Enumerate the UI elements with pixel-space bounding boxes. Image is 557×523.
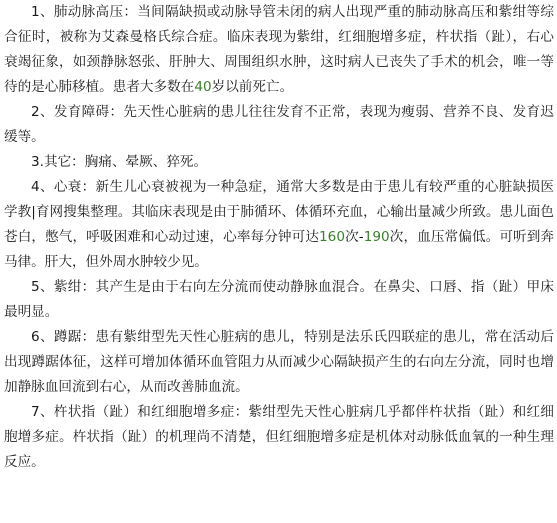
paragraph-text: 6、蹲踞：患有紫绀型先天性心脏病的患儿，特别是法乐氏四联症的患儿，常在活动后出现蹲踞体征，这样可增加体循环血管阻力从而减少心隔缺损产生的右向左分流，同时也增加静脉血回流到右心，从而改善肺血流。 [4,329,554,395]
paragraph-text: 3.其它：胸痛、晕厥、猝死。 [31,154,208,170]
paragraph-text: 岁以前死亡。 [211,79,294,95]
paragraph-text: 2、发育障碍：先天性心脏病的患儿往往发育不正常，表现为瘦弱、营养不良、发育迟缓等。 [4,104,554,145]
paragraph-text: 1、肺动脉高压：当间隔缺损或动脉导管未闭的病人出现严重的肺动脉高压和紫绀等综合征时，被称为艾森曼格氏综合症。临床表现为紫绀，红细胞增多症，杵状指（趾），右心衰竭征象，如颈静脉怒张、肝肿大、周围组织水肿，这时病人已丧失了手术的机会，唯一等待的是心肺移植。患者大多数在 [4,4,554,95]
highlighted-number: 190 [363,229,390,245]
paragraph-cyanosis [4,275,554,325]
paragraph-text: 5、紫绀：其产生是由于右向左分流而使动静脉血混合。在鼻尖、口唇、指（趾）甲床最明显。 [4,279,554,320]
highlighted-number: 160 [319,229,345,245]
paragraph-heart-failure [4,175,554,275]
paragraph-pulmonary-hypertension [4,0,554,100]
highlighted-number: 40 [194,79,212,95]
paragraph-text: 4、心衰：新生儿心衰被视为一种急症，通常大多数是由于患儿有较严重的心脏缺损医学教|育网搜集整理。其临床表现是由于肺循环、体循环充血，心输出量减少所致。患儿面色苍白，憋气，呼吸困难和心动过速，心率每分钟可达 [4,179,554,245]
paragraph-growth-disorder [4,100,554,150]
paragraph-text: 次- [344,229,364,245]
paragraph-other-symptoms [4,150,554,175]
paragraph-squatting [4,325,554,400]
paragraph-clubbing-polycythemia [4,400,554,475]
paragraph-text: 7、杵状指（趾）和红细胞增多症：紫绀型先天性心脏病几乎都伴杵状指（趾）和红细胞增多症。杵状指（趾）的机理尚不清楚，但红细胞增多症是机体对动脉低血氧的一种生理反应。 [4,404,554,470]
paragraph-text: 次，血压常偏低。可听到奔马律。肝大，但外周水肿较少见。 [4,229,555,270]
